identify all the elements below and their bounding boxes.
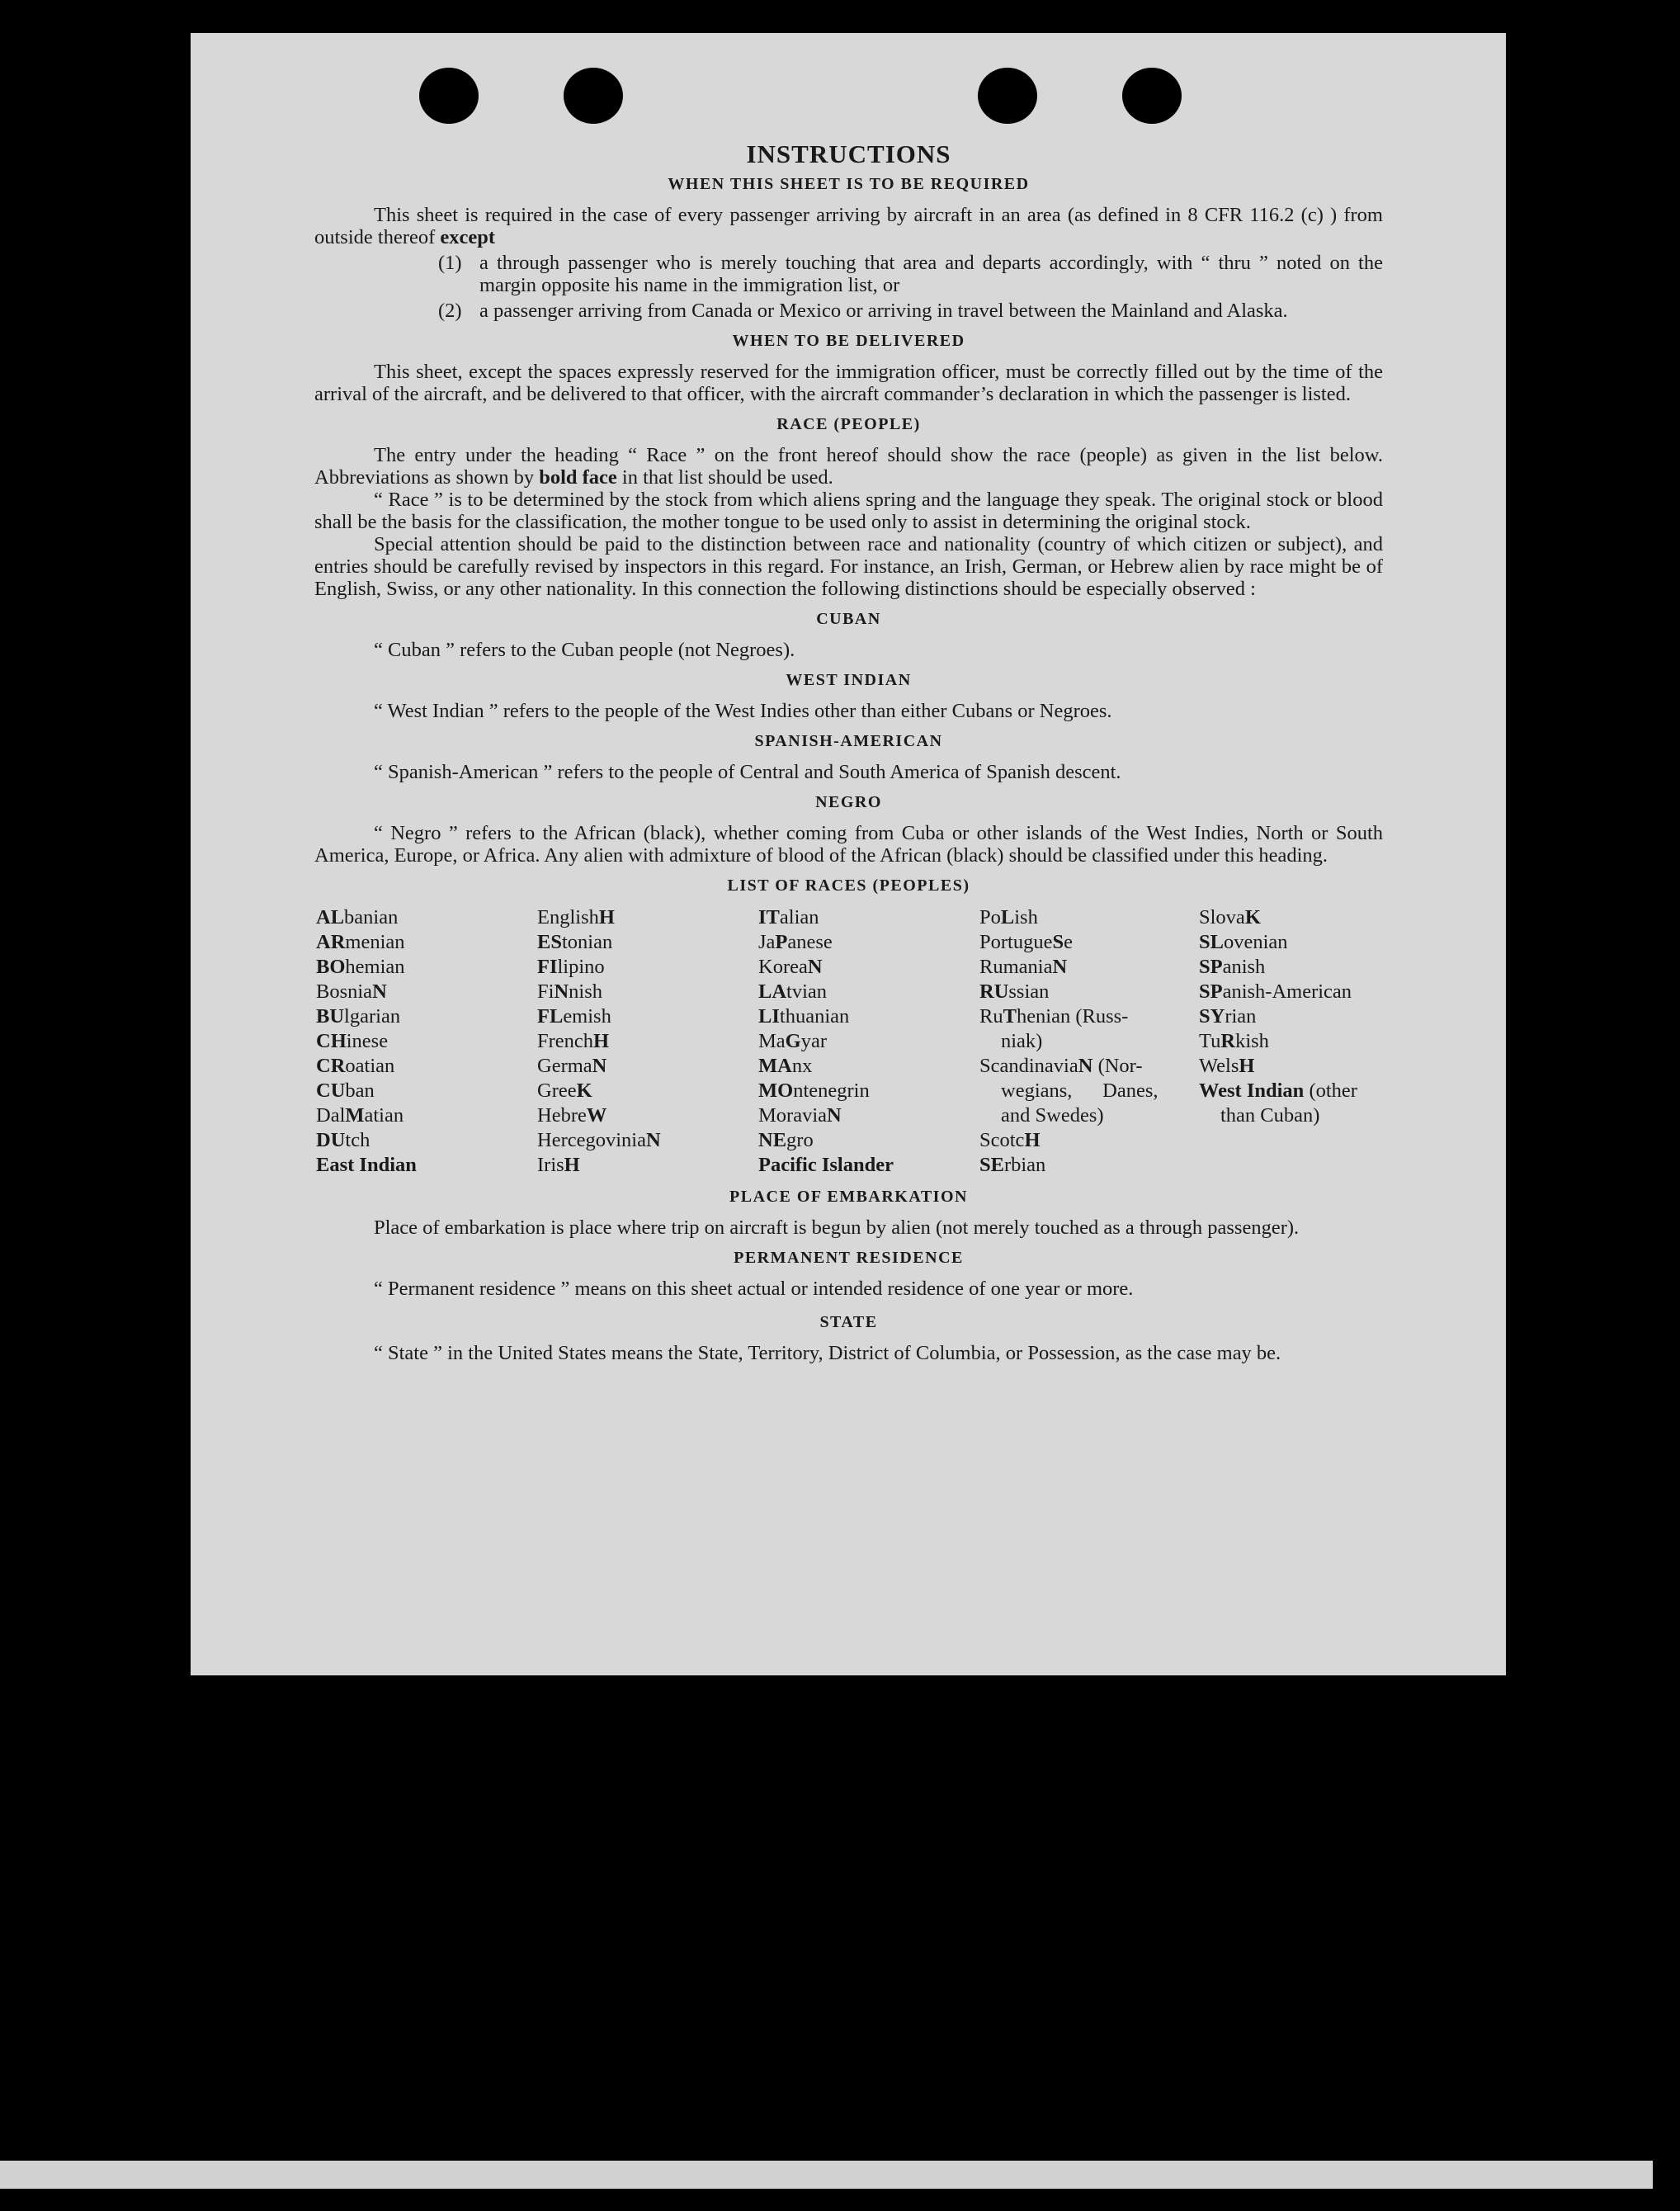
race-entry-text: ntenegrin — [793, 1080, 870, 1102]
race-entry-abbrev: ES — [537, 931, 562, 953]
race-entry-abbrev: East Indian — [316, 1154, 417, 1176]
race-entry-text: oatian — [345, 1055, 395, 1077]
race-entry-abbrev: N — [1052, 956, 1068, 978]
race-p1-bold: bold face — [539, 466, 617, 489]
race-entry-text: Rumania — [979, 956, 1053, 978]
permanent-residence-text: “ Permanent residence ” means on this sheet actual or intended residence of one year or more. — [374, 1278, 1134, 1300]
race-entry — [758, 1103, 979, 1128]
race-entry-text: rian — [1225, 1005, 1257, 1028]
item-text: a passenger arriving from Canada or Mexico or arriving in travel between the Mainland and Alaska. — [479, 300, 1288, 322]
race-entry — [758, 1029, 979, 1054]
race-entry — [979, 1153, 1199, 1178]
race-entry: wegians, Danes, — [1001, 1080, 1159, 1102]
heading-list-of-races: LIST OF RACES (PEOPLES) — [727, 876, 970, 895]
race-entry-abbrev: M — [345, 1104, 365, 1127]
race-entry-text: ovenian — [1223, 931, 1288, 953]
punch-hole — [978, 68, 1037, 124]
race-entry — [979, 955, 1199, 980]
race-entry — [537, 980, 758, 1004]
race-entry-abbrev: N — [592, 1055, 607, 1077]
race-entry-text: Iris — [537, 1154, 564, 1176]
race-entry-abbrev: MO — [758, 1080, 794, 1102]
race-entry-text: Scandinavia — [979, 1055, 1078, 1077]
race-entry-text: (Nor- — [1092, 1055, 1143, 1077]
race-entry-text: lipino — [557, 956, 605, 978]
race-entry-abbrev: H — [564, 1154, 580, 1176]
race-entry-text: Moravia — [758, 1104, 827, 1127]
heading-negro: NEGRO — [815, 793, 882, 811]
race-entry-text: banian — [344, 906, 399, 928]
item-number: (1) — [438, 252, 462, 274]
race-entry — [537, 1128, 758, 1153]
race-entry — [758, 1004, 979, 1029]
race-entry — [1199, 905, 1389, 930]
race-entry-abbrev: R — [1220, 1030, 1236, 1052]
punch-hole — [1122, 68, 1182, 124]
race-entry-abbrev: IT — [758, 906, 780, 928]
race-entry — [758, 1079, 979, 1103]
document-sheet — [191, 33, 1506, 1675]
races-column — [537, 905, 758, 1178]
instructions-content — [314, 139, 1383, 1364]
race-entry — [316, 1054, 537, 1079]
heading-race: RACE (PEOPLE) — [776, 415, 921, 433]
heading-when-delivered: WHEN TO BE DELIVERED — [732, 332, 965, 350]
race-entry-text: atian — [364, 1104, 404, 1127]
race-entry-abbrev: LA — [758, 980, 787, 1003]
race-entry-text: Gree — [537, 1080, 577, 1102]
race-entry — [537, 930, 758, 955]
heading-west-indian: WEST INDIAN — [786, 671, 912, 689]
race-entry-abbrev: N — [554, 980, 569, 1003]
race-entry-abbrev: CR — [316, 1055, 346, 1077]
race-entry-abbrev: K — [576, 1080, 592, 1102]
race-entry-text: e — [1064, 931, 1073, 953]
races-column — [1199, 905, 1389, 1178]
heading-embarkation: PLACE OF EMBARKATION — [729, 1188, 968, 1206]
race-entry — [316, 1079, 537, 1103]
heading-cuban: CUBAN — [816, 610, 881, 628]
race-entry-text: Dal — [316, 1104, 346, 1127]
race-entry-abbrev: K — [1244, 906, 1261, 928]
race-entry — [316, 1004, 537, 1029]
race-entry-text: Germa — [537, 1055, 592, 1077]
race-entry-text: French — [537, 1030, 594, 1052]
race-entry-abbrev: N — [827, 1104, 842, 1127]
race-entry — [316, 1153, 537, 1178]
race-entry-abbrev: SP — [1199, 980, 1223, 1003]
race-entry-text: Tu — [1199, 1030, 1221, 1052]
race-entry-text: Portugue — [979, 931, 1053, 953]
race-entry-text: Po — [979, 906, 1001, 928]
race-entry-abbrev: H — [598, 906, 615, 928]
item-text: a through passenger who is merely touching that area and departs accordingly, with “ thru ” noted on the margin opposite his name in the immigration list, or — [479, 252, 1383, 296]
race-entry-text: yar — [800, 1030, 828, 1052]
spanish-american-text: “ Spanish-American ” refers to the people of Central and South America of Spanish descent. — [374, 761, 1121, 783]
race-paragraph-3: Special attention should be paid to the distinction between race and nationality (country of which citizen or subject), and entries should be carefully revised by inspectors in this regard. For instance, an Irish, German, or Hebrew alien by race might be of English, Swiss, or any other nationality. In this connection the following distinctions should be especially observed : — [314, 533, 1383, 600]
race-entry — [979, 930, 1199, 955]
intro-text: This sheet is required in the case of every passenger arriving by aircraft in an area (as defined in 8 CFR 116.2 (c) ) from outside thereof — [314, 204, 1383, 248]
race-entry — [537, 905, 758, 930]
page-title: INSTRUCTIONS — [746, 139, 951, 168]
race-entry-text: anese — [787, 931, 833, 953]
race-entry-text: tvian — [786, 980, 828, 1003]
heading-state: STATE — [819, 1313, 878, 1331]
race-entry-text: tonian — [561, 931, 613, 953]
race-entry-text: thuanian — [779, 1005, 850, 1028]
heading-spanish-american: SPANISH-AMERICAN — [754, 732, 943, 750]
race-entry — [758, 980, 979, 1004]
race-paragraph-1 — [314, 444, 1383, 489]
race-entry-abbrev: AL — [316, 906, 345, 928]
cuban-text: “ Cuban ” refers to the Cuban people (not Negroes). — [374, 639, 795, 661]
race-entry — [758, 1128, 979, 1153]
race-entry: niak) — [1001, 1030, 1043, 1052]
race-entry-text: Hebre — [537, 1104, 587, 1127]
race-entry — [979, 1004, 1199, 1029]
race-entry-abbrev: N — [372, 980, 387, 1003]
race-p1-text-end: in that list should be used. — [616, 466, 833, 489]
race-entry-abbrev: MA — [758, 1055, 792, 1077]
race-entry — [316, 1029, 537, 1054]
race-entry-abbrev: SL — [1199, 931, 1224, 953]
race-entry-text: nx — [791, 1055, 813, 1077]
race-entry-text: gro — [786, 1129, 814, 1151]
race-entry-text: rbian — [1003, 1154, 1046, 1176]
punch-hole — [419, 68, 479, 124]
race-entry — [537, 1079, 758, 1103]
intro-bold: except — [440, 226, 496, 248]
west-indian-text: “ West Indian ” refers to the people of the West Indies other than either Cubans or Negroes. — [374, 700, 1112, 722]
race-entry-abbrev: T — [1003, 1005, 1017, 1028]
race-entry-text: emish — [563, 1005, 611, 1028]
race-entry-text: Korea — [758, 956, 808, 978]
race-entry-abbrev: RU — [979, 980, 1009, 1003]
race-entry-abbrev: H — [593, 1030, 610, 1052]
race-entry — [537, 1054, 758, 1079]
race-entry-abbrev: G — [785, 1030, 801, 1052]
race-entry-abbrev: Pacific Islander — [758, 1154, 894, 1176]
race-entry-abbrev: LI — [758, 1005, 780, 1028]
race-entry-abbrev: CU — [316, 1080, 346, 1102]
race-entry — [758, 1054, 979, 1079]
race-entry-text: henian (Russ- — [1016, 1005, 1129, 1028]
race-entry — [758, 930, 979, 955]
race-entry — [537, 1103, 758, 1128]
race-entry-text: lgarian — [344, 1005, 401, 1028]
race-entry-text: Slova — [1199, 906, 1245, 928]
scan-edge-strip — [0, 2161, 1653, 2189]
race-entry-text: tch — [345, 1129, 370, 1151]
race-entry-text: ban — [345, 1080, 375, 1102]
race-entry — [537, 1153, 758, 1178]
race-entry-abbrev: DU — [316, 1129, 346, 1151]
race-entry-abbrev: SP — [1199, 956, 1223, 978]
race-entry: and Swedes) — [1001, 1104, 1104, 1127]
race-entry-abbrev: AR — [316, 931, 346, 953]
race-entry-abbrev: BO — [316, 956, 346, 978]
heading-when-required: WHEN THIS SHEET IS TO BE REQUIRED — [668, 175, 1030, 193]
race-entry — [979, 1054, 1199, 1079]
race-entry-abbrev: N — [807, 956, 823, 978]
embarkation-text: Place of embarkation is place where trip on aircraft is begun by alien (not merely touched as a through passenger). — [374, 1217, 1300, 1239]
race-entry-abbrev: SY — [1199, 1005, 1225, 1028]
exception-item — [438, 300, 1383, 322]
races-column — [758, 905, 979, 1178]
race-entry-text: kish — [1235, 1030, 1269, 1052]
race-entry-abbrev: L — [1000, 906, 1015, 928]
race-entry — [537, 955, 758, 980]
race-entry — [1199, 930, 1389, 955]
race-entry-text: nish — [569, 980, 602, 1003]
race-entry — [316, 905, 537, 930]
race-entry-text: Scotc — [979, 1129, 1025, 1151]
race-entry-abbrev: West Indian — [1199, 1080, 1305, 1102]
race-entry-abbrev: N — [645, 1129, 661, 1151]
race-entry — [316, 930, 537, 955]
races-column — [316, 905, 537, 1178]
race-entry — [1199, 1079, 1389, 1103]
race-entry — [316, 1103, 537, 1128]
race-entry-abbrev: CH — [316, 1030, 347, 1052]
race-entry-text: ish — [1014, 906, 1038, 928]
item-number: (2) — [438, 300, 462, 322]
race-entry-abbrev: W — [586, 1104, 607, 1127]
race-entry — [537, 1029, 758, 1054]
race-entry-text: anish — [1222, 956, 1266, 978]
race-entry-text: hemian — [345, 956, 405, 978]
race-entry — [1199, 1004, 1389, 1029]
race-entry-abbrev: NE — [758, 1129, 787, 1151]
race-entry-abbrev: H — [1024, 1129, 1041, 1151]
race-entry-text: Bosnia — [316, 980, 373, 1003]
race-entry — [1199, 980, 1389, 1004]
race-entry-text: Ja — [758, 931, 776, 953]
punch-hole — [564, 68, 623, 124]
race-entry-abbrev: S — [1052, 931, 1064, 953]
exception-item — [438, 252, 1383, 296]
race-entry-text: ssian — [1008, 980, 1050, 1003]
when-required-intro — [314, 204, 1383, 248]
race-entry-abbrev: BU — [316, 1005, 345, 1028]
races-list — [316, 905, 1383, 1178]
race-entry-abbrev: H — [1239, 1055, 1255, 1077]
when-delivered-text: This sheet, except the spaces expressly reserved for the immigration officer, must be correctly filled out by the time of the arrival of the aircraft, and be delivered to that officer, with the aircraft commander’s declaration in which the passenger is listed. — [314, 361, 1383, 405]
race-entry-text: Hercegovinia — [537, 1129, 646, 1151]
race-entry-text: Ma — [758, 1030, 786, 1052]
race-entry — [1199, 1054, 1389, 1079]
race-entry — [1199, 955, 1389, 980]
race-entry-text: inese — [346, 1030, 389, 1052]
race-entry-text: Wels — [1199, 1055, 1239, 1077]
race-entry-text: Ru — [979, 1005, 1003, 1028]
race-entry-abbrev: SE — [979, 1154, 1004, 1176]
race-entry — [316, 1128, 537, 1153]
race-entry — [758, 955, 979, 980]
race-entry — [537, 1004, 758, 1029]
races-column — [979, 905, 1199, 1178]
race-entry-abbrev: P — [775, 931, 788, 953]
race-entry: than Cuban) — [1220, 1104, 1320, 1127]
race-paragraph-2: “ Race ” is to be determined by the stock from which aliens spring and the language they speak. The original stock or blood shall be the basis for the classification, the mother tongue to be used only to assist in determining the original stock. — [314, 489, 1383, 533]
race-entry — [979, 1128, 1199, 1153]
race-entry — [316, 980, 537, 1004]
race-entry-text: anish-American — [1222, 980, 1352, 1003]
heading-permanent-residence: PERMANENT RESIDENCE — [734, 1249, 964, 1267]
race-entry-abbrev: FL — [537, 1005, 564, 1028]
race-entry-text: (other — [1304, 1080, 1357, 1102]
race-entry — [758, 905, 979, 930]
state-text: “ State ” in the United States means the State, Territory, District of Columbia, or Possession, as the case may be. — [374, 1342, 1281, 1364]
race-entry-text: alian — [779, 906, 819, 928]
race-entry — [316, 955, 537, 980]
race-entry — [1199, 1029, 1389, 1054]
race-entry-text: Fi — [537, 980, 554, 1003]
race-entry-abbrev: N — [1078, 1055, 1093, 1077]
race-entry-text: English — [537, 906, 599, 928]
negro-text: “ Negro ” refers to the African (black), whether coming from Cuba or other islands of the West Indies, North or South America, Europe, or Africa. Any alien with admixture of blood of the African (black) should be classified under this heading. — [314, 822, 1383, 867]
race-entry — [979, 905, 1199, 930]
race-entry — [758, 1153, 979, 1178]
race-entry — [979, 980, 1199, 1004]
race-entry-abbrev: FI — [537, 956, 558, 978]
race-p1-text: The entry under the heading “ Race ” on the front hereof should show the race (people) as given in the list below. Abbreviations as shown by — [314, 444, 1383, 489]
race-entry-text: menian — [345, 931, 405, 953]
